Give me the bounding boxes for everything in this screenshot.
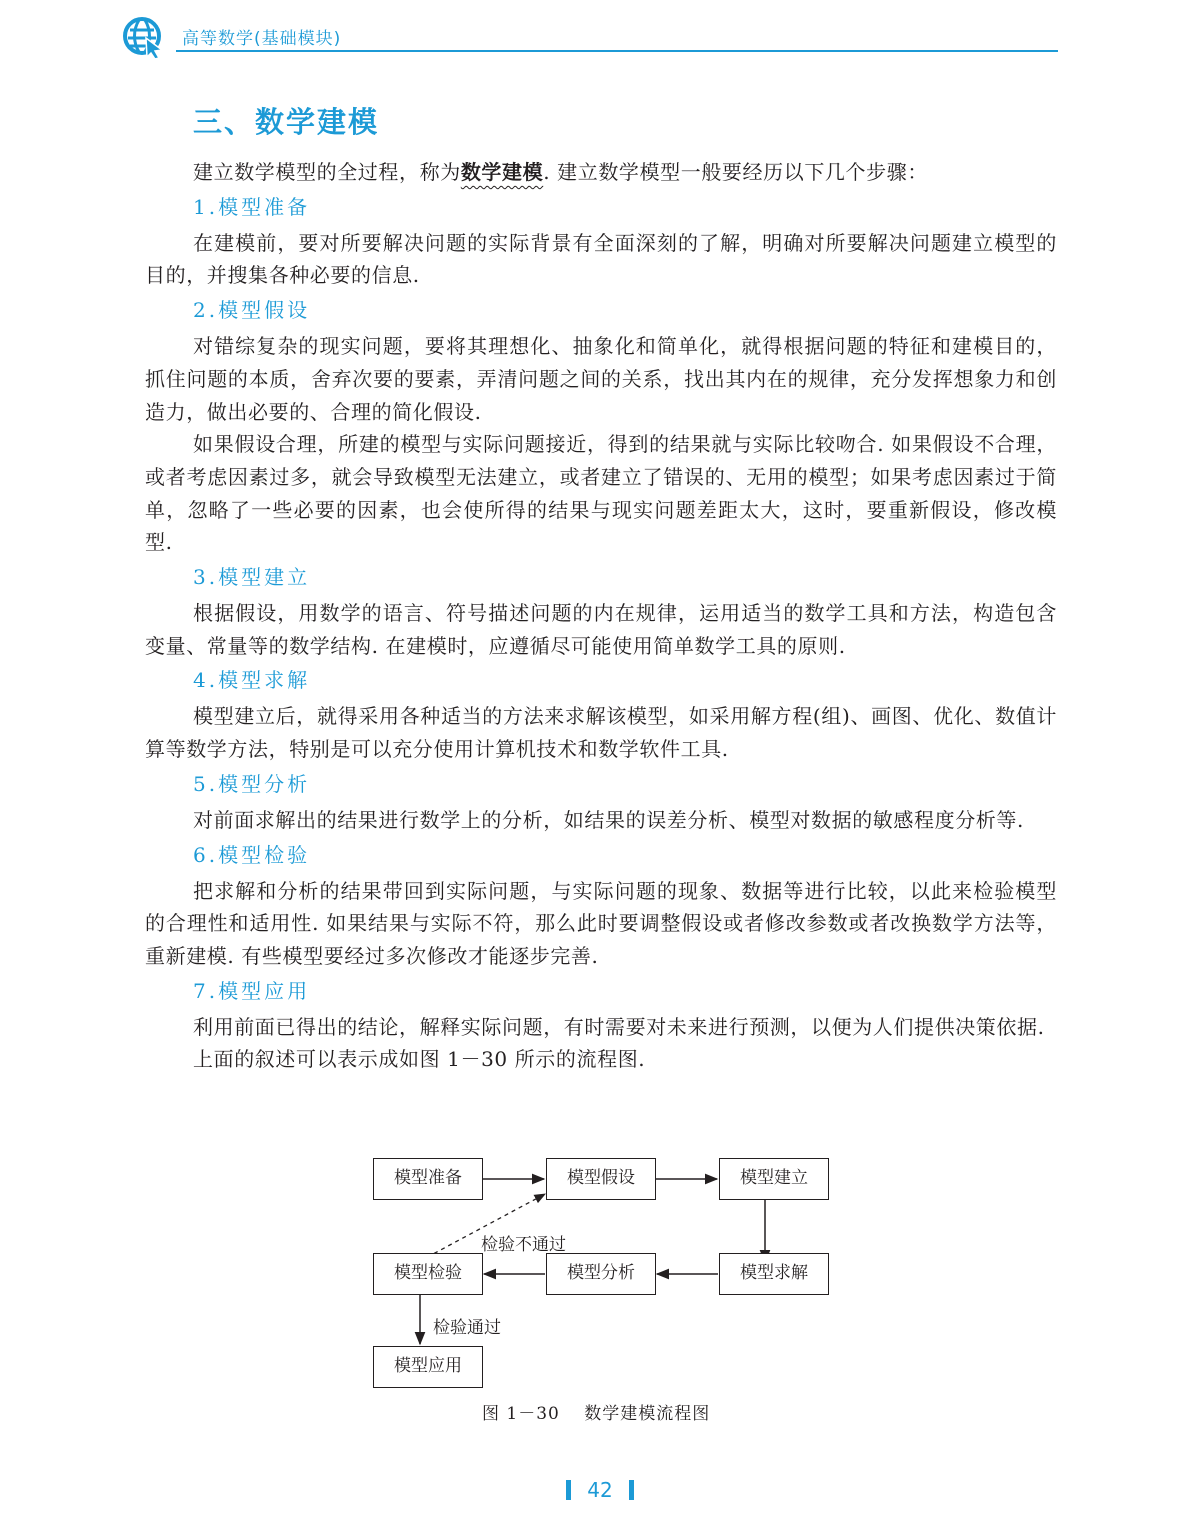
- step-paragraph: 模型建立后，就得采用各种适当的方法来求解该模型，如采用解方程(组)、画图、优化、数值计算等数学方法，特别是可以充分使用计算机技术和数学软件工具.: [145, 704, 1057, 762]
- globe-cursor-icon: [122, 16, 166, 60]
- step-heading: 6.模型检验: [193, 842, 311, 867]
- page-number-bar-right: [629, 1480, 634, 1500]
- node-model-verification: 模型检验: [373, 1253, 483, 1295]
- node-model-building: 模型建立: [719, 1158, 829, 1200]
- label-verification-passed: 检验通过: [433, 1318, 501, 1338]
- step-heading: 1.模型准备: [193, 194, 311, 219]
- step-paragraph: 在建模前，要对所要解决问题的实际背景有全面深刻的了解，明确对所要解决问题建立模型的目的，并搜集各种必要的信息.: [145, 230, 1057, 288]
- intro-paragraph: 建立数学模型的全过程，称为数学建模. 建立数学模型一般要经历以下几个步骤：: [193, 160, 928, 184]
- step-heading: 3.模型建立: [193, 565, 311, 590]
- flowchart: [365, 1158, 835, 1390]
- step-heading: 7.模型应用: [193, 978, 311, 1003]
- page-number: 42: [566, 1477, 634, 1503]
- node-model-solving: 模型求解: [719, 1253, 829, 1295]
- closing-paragraph: 上面的叙述可以表示成如图 1－30 所示的流程图.: [193, 1047, 646, 1072]
- book-title: 高等数学(基础模块): [182, 29, 342, 49]
- step-paragraph: 如果假设合理，所建的模型与实际问题接近，得到的结果就与实际比较吻合. 如果假设不合理，或者考虑因素过多，就会导致模型无法建立，或者建立了错误的、无用的模型；如果考虑因素过于简单，忽略了一些必要的因素，也会使所得的结果与现实问题差距太大，这时，要重新假设，修改模型.: [145, 432, 1057, 555]
- section-title: 三、数学建模: [193, 105, 380, 139]
- step-paragraph: 把求解和分析的结果带回到实际问题，与实际问题的现象、数据等进行比较，以此来检验模型的合理性和适用性. 如果结果与实际不符，那么此时要调整假设或者修改参数或者改换数学方法等，重新建模. 有些模型要经过多次修改才能逐步完善.: [145, 878, 1057, 968]
- step-heading: 4.模型求解: [193, 668, 311, 693]
- step-paragraph: 对错综复杂的现实问题，要将其理想化、抽象化和简单化，就得根据问题的特征和建模目的，抓住问题的本质，舍弃次要的要素，弄清问题之间的关系，找出其内在的规律，充分发挥想象力和创造力，做出必要的、合理的简化假设.: [145, 334, 1057, 424]
- step-heading: 5.模型分析: [193, 771, 311, 796]
- step-paragraph: 利用前面已得出的结论，解释实际问题，有时需要对未来进行预测，以便为人们提供决策依据.: [193, 1014, 1045, 1039]
- step-paragraph: 对前面求解出的结果进行数学上的分析，如结果的误差分析、模型对数据的敏感程度分析等.: [193, 807, 1024, 832]
- page-header: [122, 14, 1060, 60]
- header-divider: [176, 50, 1058, 52]
- key-term: 数学建模: [460, 160, 544, 184]
- figure-caption: 图 1－30 数学建模流程图: [482, 1404, 711, 1424]
- page-number-bar-left: [566, 1480, 571, 1500]
- label-verification-failed: 检验不通过: [481, 1235, 566, 1255]
- step-paragraph: 根据假设，用数学的语言、符号描述问题的内在规律，运用适当的数学工具和方法，构造包含变量、常量等的数学结构. 在建模时，应遵循尽可能使用简单数学工具的原则.: [145, 601, 1057, 658]
- node-model-analysis: 模型分析: [546, 1253, 656, 1295]
- node-model-assumption: 模型假设: [546, 1158, 656, 1200]
- node-model-preparation: 模型准备: [373, 1158, 483, 1200]
- step-heading: 2.模型假设: [193, 298, 311, 323]
- node-model-application: 模型应用: [373, 1346, 483, 1388]
- article-body: [145, 156, 1057, 1076]
